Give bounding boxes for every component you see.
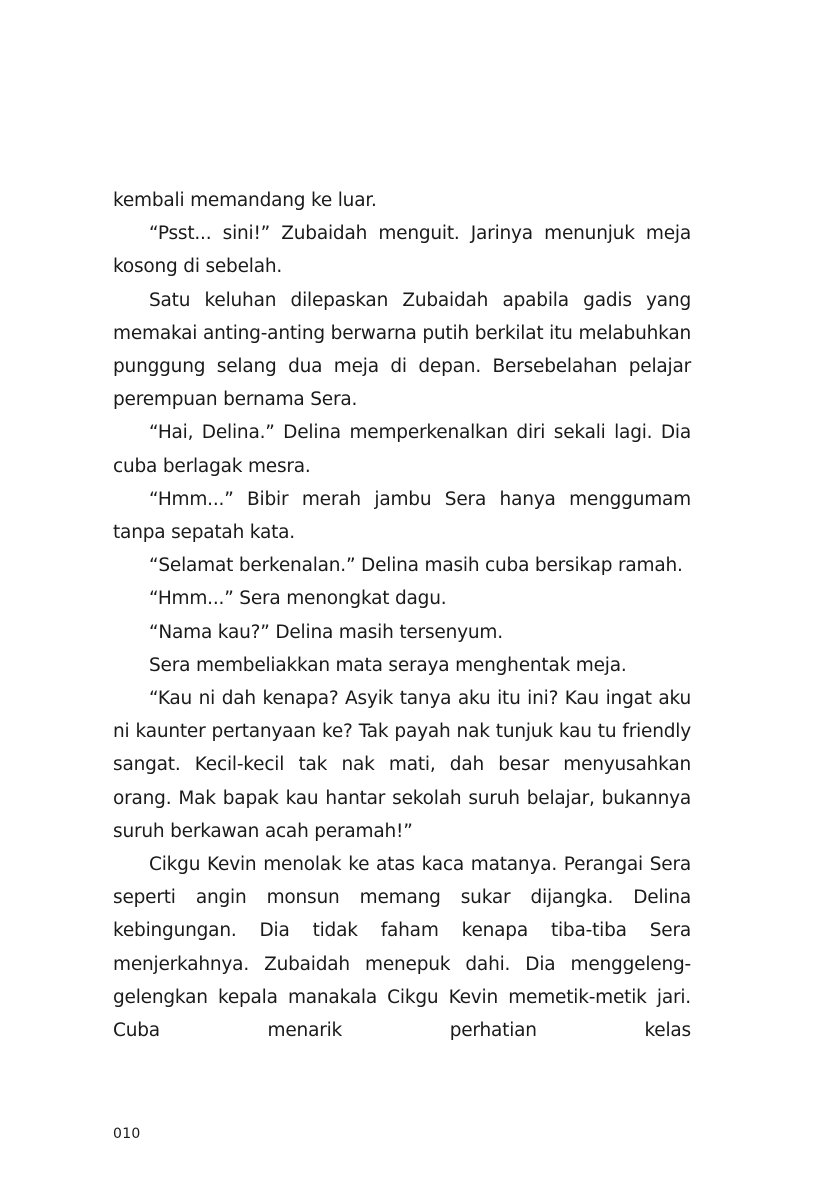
paragraph: “Hmm...” Sera menongkat dagu. [149,588,447,610]
paragraph: “Nama kau?” Delina masih tersenyum. [149,621,503,643]
paragraph: kembali memandang ke luar. [113,190,377,211]
paragraph: Satu keluhan dilepaskan Zubaidah apabila gadis yang memakai anting-anting berwarna putih berkilat itu melabuhkan punggung selang dua meja di depan. Bersebelahan pelajar perempuan bernama Sera. [113,289,691,411]
paragraph: “Psst... sini!” Zubaidah menguit. Jarinya menunjuk meja kosong di sebelah. [113,223,691,278]
page-number: 010 [113,1126,141,1142]
paragraph: Sera membeliakkan mata seraya menghentak meja. [149,654,627,676]
paragraph: “Kau ni dah kenapa? Asyik tanya aku itu ini? Kau ingat aku ni kaunter pertanyaan ke? Tak payah nak tunjuk kau tu friendly sangat. Kecil-kecil tak nak mati, dah besar menyusahkan orang. Mak bapak kau hantar sekolah suruh belajar, bukannya suruh berkawan acah peramah!” [113,688,691,842]
paragraph: “Hai, Delina.” Delina memperkenalkan diri sekali lagi. Dia cuba berlagak mesra. [113,422,691,477]
paragraph: Cikgu Kevin menolak ke atas kaca matanya. Perangai Sera seperti angin monsun memang sukar dijangka. Delina kebingungan. Dia tidak faham kenapa tiba-tiba Sera menjerkahnya. Zubaidah menepuk dahi. Dia menggeleng-gelengkan kepala manakala Cikgu Kevin memetik-metik jari. Cuba menarik perhatian kelas [113,854,691,1042]
body-text [113,184,691,1047]
paragraph: “Hmm...” Bibir merah jambu Sera hanya menggumam tanpa sepatah kata. [113,488,691,544]
paragraph: “Selamat berkenalan.” Delina masih cuba bersikap ramah. [149,555,683,577]
